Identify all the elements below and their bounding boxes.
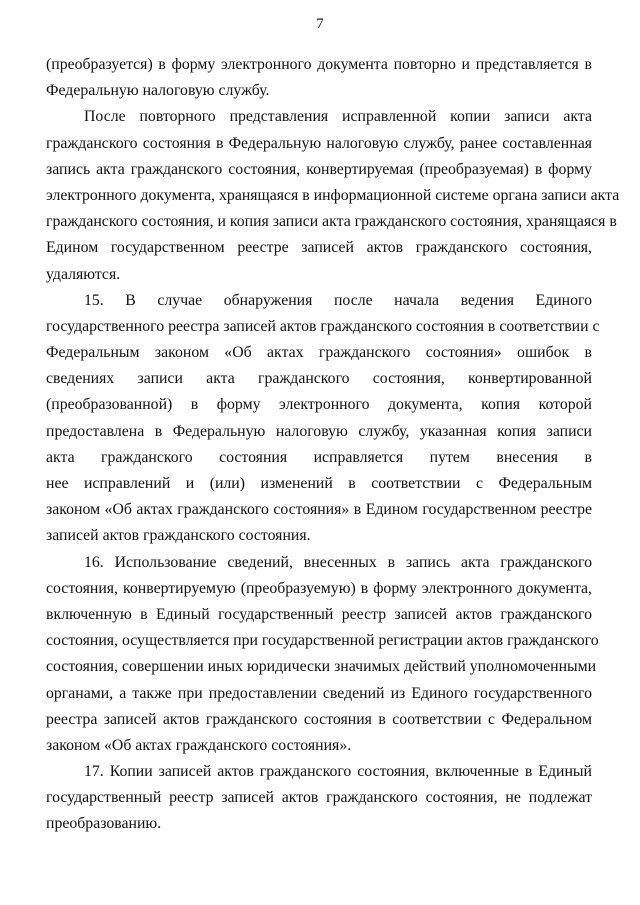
- text-line: органами, а также при предоставлении сведений из Единого государственного: [46, 684, 592, 702]
- text-line: законом «Об актах гражданского состояния» в Едином государственном реестре: [46, 501, 592, 519]
- text-line: предоставлена в Федеральную налоговую службу, указанная копия записи: [46, 422, 592, 440]
- text-line: Федеральную налоговую службу.: [46, 82, 270, 100]
- paragraph: [46, 550, 599, 760]
- text-line: нее исправлений и (или) изменений в соответствии с Федеральным: [46, 475, 592, 492]
- text-line: (преобразованной) в форму электронного документа, копия которой: [46, 396, 592, 414]
- text-line: запись акта гражданского состояния, конвертируемая (преобразуемая) в форму: [46, 160, 592, 178]
- page-number: 7: [316, 16, 324, 32]
- text-line: 17. Копии записей актов гражданского состояния, включенные в Единый: [84, 763, 592, 781]
- text-line: состояния, совершении иных юридически значимых действий уполномоченными: [46, 658, 597, 676]
- text-line: записей актов гражданского состояния.: [46, 527, 311, 545]
- text-line: государственного реестра записей актов гражданского состояния в соответствии с: [46, 317, 600, 335]
- paragraph: [46, 52, 592, 104]
- text-line: После повторного представления исправленной копии записи акта: [84, 108, 592, 126]
- paragraph: [46, 104, 620, 287]
- text-line: сведениях записи акта гражданского состояния, конвертированной: [46, 370, 592, 388]
- text-line: реестра записей актов гражданского состояния в соответствии с Федеральном: [46, 710, 592, 728]
- text-line: удаляются.: [46, 265, 121, 283]
- text-line: акта гражданского состояния исправляется путем внесения в: [46, 448, 592, 466]
- text-line: Едином государственном реестре записей актов гражданского состояния,: [46, 239, 592, 257]
- text-line: законом «Об актах гражданского состояния».: [46, 736, 352, 754]
- text-line: включенную в Единый государственный реестр записей актов гражданского: [46, 605, 592, 623]
- document-body: [46, 52, 620, 838]
- text-line: состояния, конвертируемую (преобразуемую) в форму электронного документа,: [46, 579, 592, 597]
- text-line: (преобразуется) в форму электронного документа повторно и представляется в: [46, 56, 592, 73]
- text-line: преобразованию.: [46, 815, 162, 833]
- text-line: 15. В случае обнаружения после начала ведения Единого: [84, 291, 592, 309]
- text-line: 16. Использование сведений, внесенных в запись акта гражданского: [84, 553, 592, 571]
- paragraph: [46, 288, 600, 550]
- text-line: государственный реестр записей актов гражданского состояния, не подлежат: [46, 789, 592, 807]
- paragraph: [46, 759, 592, 838]
- text-line: гражданского состояния в Федеральную налоговую службу, ранее составленная: [46, 134, 592, 152]
- text-line: Федеральным законом «Об актах гражданского состояния» ошибок в: [46, 344, 592, 362]
- text-line: состояния, осуществляется при государственной регистрации актов гражданского: [46, 632, 599, 650]
- text-line: гражданского состояния, и копия записи акта гражданского состояния, хранящаяся в: [46, 213, 617, 231]
- text-line: электронного документа, хранящаяся в информационной системе органа записи акта: [46, 186, 620, 204]
